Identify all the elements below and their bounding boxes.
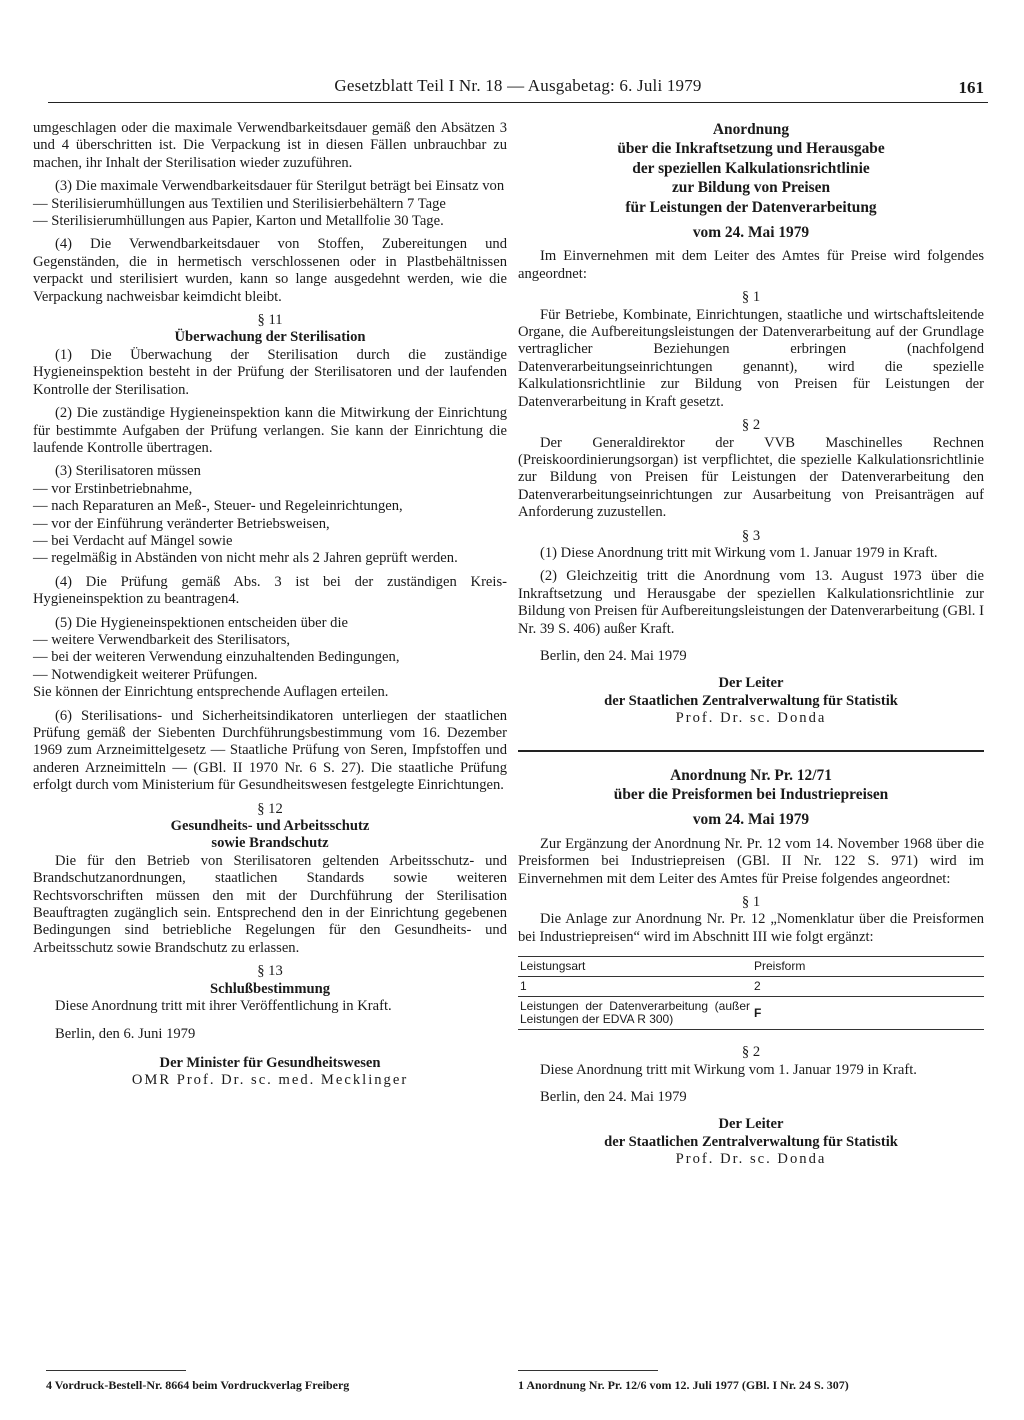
right-column	[518, 120, 984, 1169]
section-number: § 1	[741, 894, 761, 911]
list-item: — Notwendigkeit weiterer Prüfungen.	[33, 666, 258, 683]
paragraph: (1) Die Überwachung der Sterilisation durch die zuständige Hygieneinspektion besteht in der Prüfung der Sterilisatoren und der laufenden Kontrolle der Sterilisation.	[33, 346, 507, 398]
section-title: sowie Brandschutz	[211, 835, 329, 852]
section-number: § 3	[741, 527, 761, 544]
signature-title: Der Leiter	[718, 1116, 784, 1133]
list-item: — bei der weiteren Verwendung einzuhaltenden Bedingungen,	[33, 649, 400, 666]
signature-title: der Staatlichen Zentralverwaltung für Statistik	[604, 692, 898, 709]
section-number: § 2	[741, 417, 761, 434]
section-number: § 13	[257, 963, 283, 980]
footnote	[518, 1378, 849, 1392]
section-number: § 12	[257, 800, 283, 817]
paragraph: (3) Die maximale Verwendbarkeitsdauer für Sterilgut beträgt bei Einsatz von	[55, 178, 505, 195]
signature-name: Prof. Dr. sc. Donda	[675, 1151, 827, 1168]
paragraph: Sie können der Einrichtung entsprechende Auflagen erteilen.	[33, 684, 389, 701]
list-item: — vor der Einführung veränderter Betriebsweisen,	[33, 515, 330, 532]
signature-name: Prof. Dr. sc. Donda	[675, 710, 827, 727]
section-title: Schlußbestimmung	[209, 980, 331, 997]
footnote-text: 1 Anordnung Nr. Pr. 12/6 vom 12. Juli 1977 (GBl. I Nr. 24 S. 307)	[518, 1378, 849, 1392]
page-number: 161	[958, 78, 984, 97]
list-item: — regelmäßig in Abständen von nicht mehr als 2 Jahren geprüft werden.	[33, 550, 458, 567]
ordinance-title: der speziellen Kalkulationsrichtlinie	[632, 159, 870, 177]
ordinance-title: zur Bildung von Preisen	[671, 179, 831, 197]
section-number: § 2	[741, 1044, 761, 1061]
section-title: Überwachung der Sterilisation	[174, 329, 366, 346]
signature-title: der Staatlichen Zentralverwaltung für Statistik	[604, 1133, 898, 1150]
paragraph: (2) Die zuständige Hygieneinspektion kann die Mitwirkung der Einrichtung für bestimmte Aufgaben der Prüfung verlangen. Sie kann der Einrichtung die laufende Kontrolle übertragen.	[33, 405, 507, 456]
page-header	[48, 76, 988, 103]
list-item: — bei Verdacht auf Mängel sowie	[33, 532, 233, 549]
paragraph: Die Anlage zur Anordnung Nr. Pr. 12 „Nomenklatur über die Preisformen bei Industriepreisen“ wird im Abschnitt III wie folgt ergänzt:	[518, 911, 984, 945]
table-cell: 1	[518, 977, 752, 997]
section-title: Gesundheits- und Arbeitsschutz	[170, 818, 370, 835]
table-header: Leistungsart	[518, 957, 752, 977]
price-form-table	[518, 956, 984, 1030]
paragraph: Für Betriebe, Kombinate, Einrichtungen, staatliche und wirtschaftsleitende Organe, die Aufbereitungsleistungen der Datenverarbeitung auf der Grundlage vertraglicher Beziehungen erbringen (nachfolgend Datenverarbeitungseinrichtungen genannt), wird die spezielle Kalkulationsrichtlinie zur Bildung von Preisen für Leistungen der Datenverarbeitung in Kraft gesetzt.	[518, 306, 984, 410]
paragraph: Zur Ergänzung der Anordnung Nr. Pr. 12 vom 14. November 1968 über die Preisformen bei Industriepreisen (GBl. II Nr. 122 S. 971) wird im Einvernehmen mit dem Leiter des Amtes für Preise folgendes angeordnet:	[518, 835, 984, 887]
table-cell: F	[752, 997, 984, 1030]
paragraph: (1) Diese Anordnung tritt mit Wirkung vom 1. Januar 1979 in Kraft.	[540, 544, 938, 561]
list-item: — vor Erstinbetriebnahme,	[33, 480, 193, 497]
ordinance-title: über die Preisformen bei Industriepreisen	[613, 786, 889, 803]
paragraph: umgeschlagen oder die maximale Verwendbarkeitsdauer gemäß den Absätzen 3 und 4 überschritten ist. Die Verpackung ist in diesen Fällen unbrauchbar zu machen, ihr Inhalt der Sterilisation wieder zuzuführen.	[33, 120, 507, 171]
signature-title: Der Leiter	[718, 675, 784, 692]
gazette-title: Gesetzblatt Teil I Nr. 18 — Ausgabetag: 6. Juli 1979	[334, 76, 702, 95]
paragraph: (6) Sterilisations- und Sicherheitsindikatoren unterliegen der staatlichen Prüfung gemäß der Siebenten Durchführungsbestimmung vom 16. Dezember 1969 zum Arzneimittelgesetz — Staatliche Prüfung von Seren, Impfstoffen und anderen Arzneimitteln — (GBl. II 1970 Nr. 6 S. 27). Die staatliche Prüfung erfolgt durch vom Ministerium für Gesundheitswesen festgelegte Einrichtungen.	[33, 707, 507, 794]
table-header: Preisform	[752, 957, 984, 977]
place-date: Berlin, den 24. Mai 1979	[540, 647, 687, 664]
table-header-row	[518, 957, 984, 977]
signature-name: OMR Prof. Dr. sc. med. Mecklinger	[131, 1072, 409, 1089]
place-date: Berlin, den 6. Juni 1979	[55, 1025, 196, 1042]
paragraph: (3) Sterilisatoren müssen	[55, 463, 201, 480]
paragraph: Die für den Betrieb von Sterilisatoren geltenden Arbeitsschutz- und Brandschutzanordnungen, staatlichen Standards sowie weiteren Rechtsvorschriften müssen den mit der Durchführung der Sterilisation Beauftragten zugänglich sein. Entsprechend den in der Einrichtung gegebenen Bedingungen sind betriebliche Regelungen für den Gesundheits- und Arbeitsschutz sowie Brandschutz zu erlassen.	[33, 852, 507, 956]
ordinance-date: vom 24. Mai 1979	[692, 811, 810, 829]
footnote-text: 4 Vordruck-Bestell-Nr. 8664 beim Vordruckverlag Freiberg	[46, 1378, 350, 1392]
list-item: — weitere Verwendbarkeit des Sterilisators,	[33, 631, 291, 648]
paragraph: (5) Die Hygieneinspektionen entscheiden über die	[55, 614, 348, 631]
table-cell: Leistungen der Datenverarbeitung (außer Leistungen der EDVA R 300)	[518, 997, 752, 1030]
paragraph: (4) Die Prüfung gemäß Abs. 3 ist bei der zuständigen Kreis-Hygieneinspektion zu beantragen4.	[33, 573, 507, 608]
paragraph: Diese Anordnung tritt mit Wirkung vom 1. Januar 1979 in Kraft.	[540, 1061, 917, 1078]
footnote-divider	[518, 1370, 658, 1371]
paragraph: Im Einvernehmen mit dem Leiter des Amtes für Preise wird folgendes angeordnet:	[518, 248, 984, 282]
list-item: — Sterilisierumhüllungen aus Textilien und Sterilisierbehältern 7 Tage	[33, 195, 446, 212]
list-item: — Sterilisierumhüllungen aus Papier, Karton und Metallfolie 30 Tage.	[33, 213, 444, 230]
paragraph: (4) Die Verwendbarkeitsdauer von Stoffen, Zubereitungen und Gegenständen, die in hermetisch verschlossenen oder in Plastbehältnissen verpackt und sterilisiert wurden, kann so lange ausgedehnt werden, wie die Verpackung nachweisbar keimdicht bleibt.	[33, 236, 507, 305]
paragraph: (2) Gleichzeitig tritt die Anordnung vom 13. August 1973 über die Inkraftsetzung und Herausgabe der speziellen Kalkulationsrichtlinie zur Bildung von Preisen für Aufbereitungsleistungen der Datenverarbeitung (GBl. I Nr. 39 S. 406) außer Kraft.	[518, 568, 984, 637]
ordinance-title: Anordnung	[712, 121, 790, 138]
ordinance-title: Anordnung Nr. Pr. 12/71	[670, 766, 832, 784]
ordinance-date: vom 24. Mai 1979	[692, 224, 810, 242]
divider	[518, 750, 984, 752]
section-number: § 11	[257, 312, 283, 329]
footnote	[46, 1378, 349, 1392]
table-row	[518, 977, 984, 997]
footnote-divider	[46, 1370, 186, 1371]
section-number: § 1	[741, 289, 761, 306]
ordinance-title: für Leistungen der Datenverarbeitung	[625, 198, 877, 216]
ordinance-title: über die Inkraftsetzung und Herausgabe	[617, 140, 885, 158]
table-row	[518, 997, 984, 1030]
paragraph: Diese Anordnung tritt mit ihrer Veröffentlichung in Kraft.	[55, 998, 392, 1015]
place-date: Berlin, den 24. Mai 1979	[540, 1089, 687, 1106]
left-column	[33, 120, 507, 1090]
list-item: — nach Reparaturen an Meß-, Steuer- und Regeleinrichtungen,	[33, 498, 403, 515]
signature-title: Der Minister für Gesundheitswesen	[159, 1054, 381, 1071]
paragraph: Der Generaldirektor der VVB Maschinelles Rechnen (Preiskoordinierungsorgan) ist verpflichtet, die spezielle Kalkulationsrichtlinie zur Bildung von Preisen für Leistungen der Datenverarbeitung den Datenverarbeitungseinrichtungen zur Ausarbeitung von Preisanträgen auf Anforderung zuzustellen.	[518, 434, 984, 521]
table-cell: 2	[752, 977, 984, 997]
